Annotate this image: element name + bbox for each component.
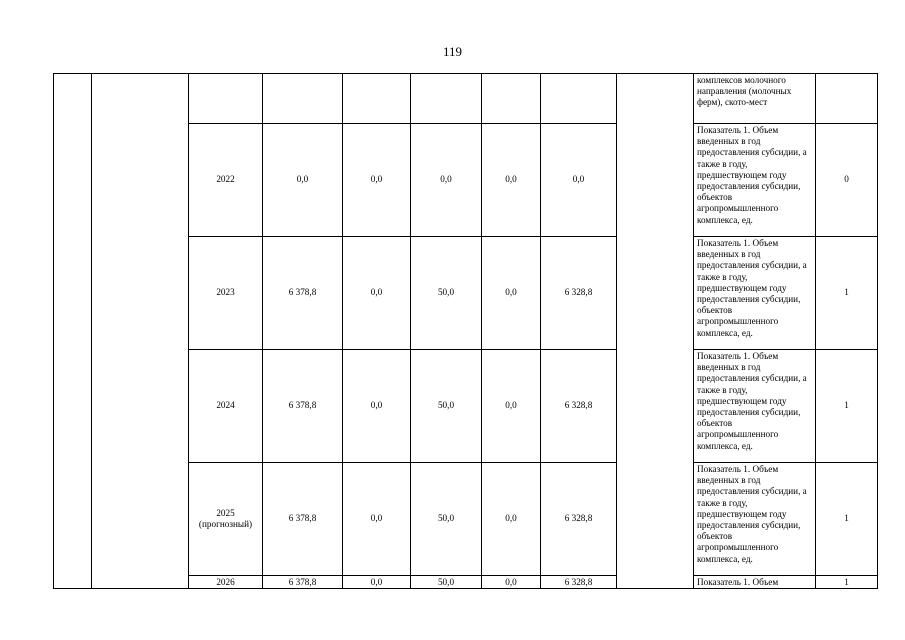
other-sources-cell: 0,0 xyxy=(541,124,617,237)
year-cell xyxy=(189,350,263,463)
indicator-value-cell xyxy=(816,74,878,124)
regional-budget-cell xyxy=(411,74,482,124)
year-label: 2024 xyxy=(216,400,235,411)
number-cell xyxy=(54,74,92,589)
federal-budget-cell: 0,0 xyxy=(343,237,411,350)
indicator-cell: комплексов молочного направления (молочных ферм), ското-мест xyxy=(694,74,816,124)
total-cell: 6 378,8 xyxy=(263,463,343,576)
federal-budget-cell: 0,0 xyxy=(343,124,411,237)
federal-budget-cell: 0,0 xyxy=(343,350,411,463)
local-budget-cell: 0,0 xyxy=(482,463,541,576)
local-budget-cell: 0,0 xyxy=(482,237,541,350)
federal-budget-cell: 0,0 xyxy=(343,463,411,576)
year-note: (прогнозный) xyxy=(198,519,253,529)
indicator-cell: Показатель 1. Объем xyxy=(694,576,816,589)
total-cell: 0,0 xyxy=(263,124,343,237)
other-sources-cell: 6 328,8 xyxy=(541,237,617,350)
indicator-value-cell: 1 xyxy=(816,237,878,350)
indicator-value-cell: 0 xyxy=(816,124,878,237)
federal-budget-cell: 0,0 xyxy=(343,576,411,589)
year-cell xyxy=(189,463,263,576)
year-label: 2025 xyxy=(216,507,235,518)
other-sources-cell xyxy=(541,74,617,124)
measure-name-cell xyxy=(92,74,189,589)
other-sources-cell: 6 328,8 xyxy=(541,463,617,576)
year-label: 2026 xyxy=(216,576,235,587)
local-budget-cell xyxy=(482,74,541,124)
indicator-cell: Показатель 1. Объем введенных в год предоставления субсидии, а также в году, предшествующем году предоставления субсидии, объектов агропромышленного комплекса, ед. xyxy=(694,237,816,350)
federal-budget-cell xyxy=(343,74,411,124)
year-label: 2023 xyxy=(216,287,235,298)
total-cell xyxy=(263,74,343,124)
regional-budget-cell: 50,0 xyxy=(411,463,482,576)
program-funding-table xyxy=(53,73,878,589)
year-label: 2022 xyxy=(216,174,235,185)
total-cell: 6 378,8 xyxy=(263,576,343,589)
year-cell xyxy=(189,237,263,350)
table-row xyxy=(54,74,878,124)
regional-budget-cell: 50,0 xyxy=(411,576,482,589)
local-budget-cell: 0,0 xyxy=(482,350,541,463)
year-cell xyxy=(189,576,263,589)
local-budget-cell: 0,0 xyxy=(482,576,541,589)
local-budget-cell: 0,0 xyxy=(482,124,541,237)
total-cell: 6 378,8 xyxy=(263,350,343,463)
indicator-cell: Показатель 1. Объем введенных в год предоставления субсидии, а также в году, предшествующем году предоставления субсидии, объектов агропромышленного комплекса, ед. xyxy=(694,463,816,576)
other-sources-cell: 6 328,8 xyxy=(541,576,617,589)
regional-budget-cell: 50,0 xyxy=(411,350,482,463)
indicator-value-cell: 1 xyxy=(816,576,878,589)
indicator-value-cell: 1 xyxy=(816,463,878,576)
other-sources-cell: 6 328,8 xyxy=(541,350,617,463)
year-cell xyxy=(189,124,263,237)
regional-budget-cell: 0,0 xyxy=(411,124,482,237)
indicator-cell: Показатель 1. Объем введенных в год предоставления субсидии, а также в году, предшествующем году предоставления субсидии, объектов агропромышленного комплекса, ед. xyxy=(694,350,816,463)
indicator-cell: Показатель 1. Объем введенных в год предоставления субсидии, а также в году, предшествующем году предоставления субсидии, объектов агропромышленного комплекса, ед. xyxy=(694,124,816,237)
executor-cell xyxy=(617,74,694,589)
year-cell xyxy=(189,74,263,124)
page-number: 119 xyxy=(442,44,463,59)
indicator-value-cell: 1 xyxy=(816,350,878,463)
total-cell: 6 378,8 xyxy=(263,237,343,350)
regional-budget-cell: 50,0 xyxy=(411,237,482,350)
